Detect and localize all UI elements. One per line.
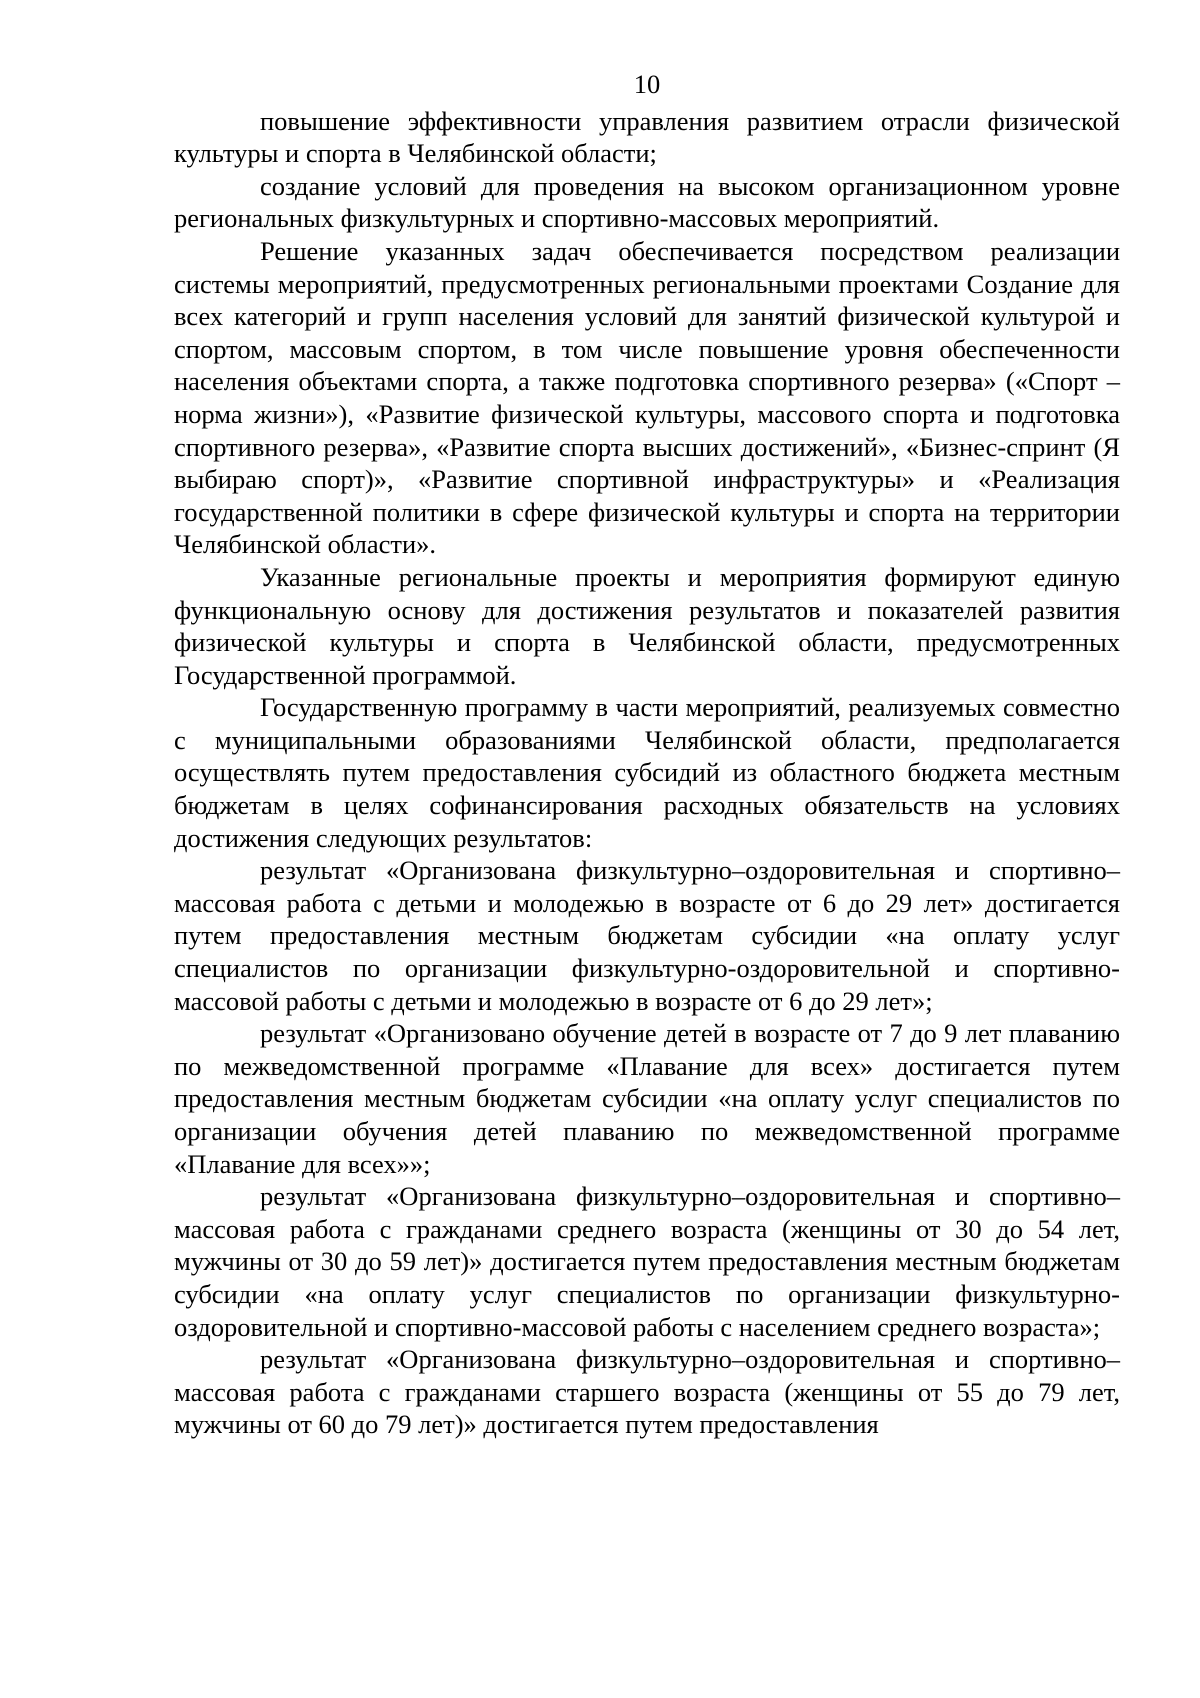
- paragraph-goal-events: создание условий для проведения на высоком организационном уровне региональных физкультурных и спортивно-массовых мероприятий.: [174, 170, 1120, 234]
- paragraph-result-swimming: результат «Организовано обучение детей в возрасте от 7 до 9 лет плаванию по межведомственной программе «Плавание для всех» достигается путем предоставления местным бюджетам субсидии «на оплату услуг специалистов по организации обучения детей плаванию по межведомственной программе «Плавание для всех»»;: [174, 1018, 1120, 1179]
- paragraph-functional-basis: Указанные региональные проекты и мероприятия формируют единую функциональную основу для достижения результатов и показателей развития физической культуры и спорта в Челябинской области, предусмотренных Государственной программой.: [174, 561, 1120, 690]
- document-page: [174, 68, 1120, 1441]
- paragraph-result-senior-age: результат «Организована физкультурно–оздоровительная и спортивно–массовая работа с гражданами старшего возраста (женщины от 55 до 79 лет, мужчины от 60 до 79 лет)» достигается путем предоставления: [174, 1344, 1120, 1440]
- paragraph-goal-efficiency: повышение эффективности управления развитием отрасли физической культуры и спорта в Челябинской области;: [174, 105, 1120, 169]
- paragraph-result-youth: результат «Организована физкультурно–оздоровительная и спортивно–массовая работа с детьми и молодежью в возрасте от 6 до 29 лет» достигается путем предоставления местным бюджетам субсидии «на оплату услуг специалистов по организации физкультурно-оздоровительной и спортивно-массовой работы с детьми и молодежью в возрасте от 6 до 29 лет»;: [174, 855, 1120, 1016]
- paragraph-regional-projects: Решение указанных задач обеспечивается посредством реализации системы мероприятий, предусмотренных региональными проектами Создание для всех категорий и групп населения условий для занятий физической культурой и спортом, массовым спортом, в том числе повышение уровня обеспеченности населения объектами спорта, а также подготовка спортивного резерва» («Спорт – норма жизни»), «Развитие физической культуры, массового спорта и подготовка спортивного резерва», «Развитие спорта высших достижений», «Бизнес-спринт (Я выбираю спорт)», «Развитие спортивной инфраструктуры» и «Реализация государственной политики в сфере физической культуры и спорта на территории Челябинской области».: [174, 235, 1120, 560]
- paragraph-subsidies: Государственную программу в части мероприятий, реализуемых совместно с муниципальными образованиями Челябинской области, предполагается осуществлять путем предоставления субсидий из областного бюджета местным бюджетам в целях софинансирования расходных обязательств на условиях достижения следующих результатов:: [174, 692, 1120, 853]
- paragraph-result-middle-age: результат «Организована физкультурно–оздоровительная и спортивно–массовая работа с гражданами среднего возраста (женщины от 30 до 54 лет, мужчины от 30 до 59 лет)» достигается путем предоставления местным бюджетам субсидии «на оплату услуг специалистов по организации физкультурно-оздоровительной и спортивно-массовой работы с населением среднего возраста»;: [174, 1181, 1120, 1342]
- page-number: 10: [633, 69, 661, 99]
